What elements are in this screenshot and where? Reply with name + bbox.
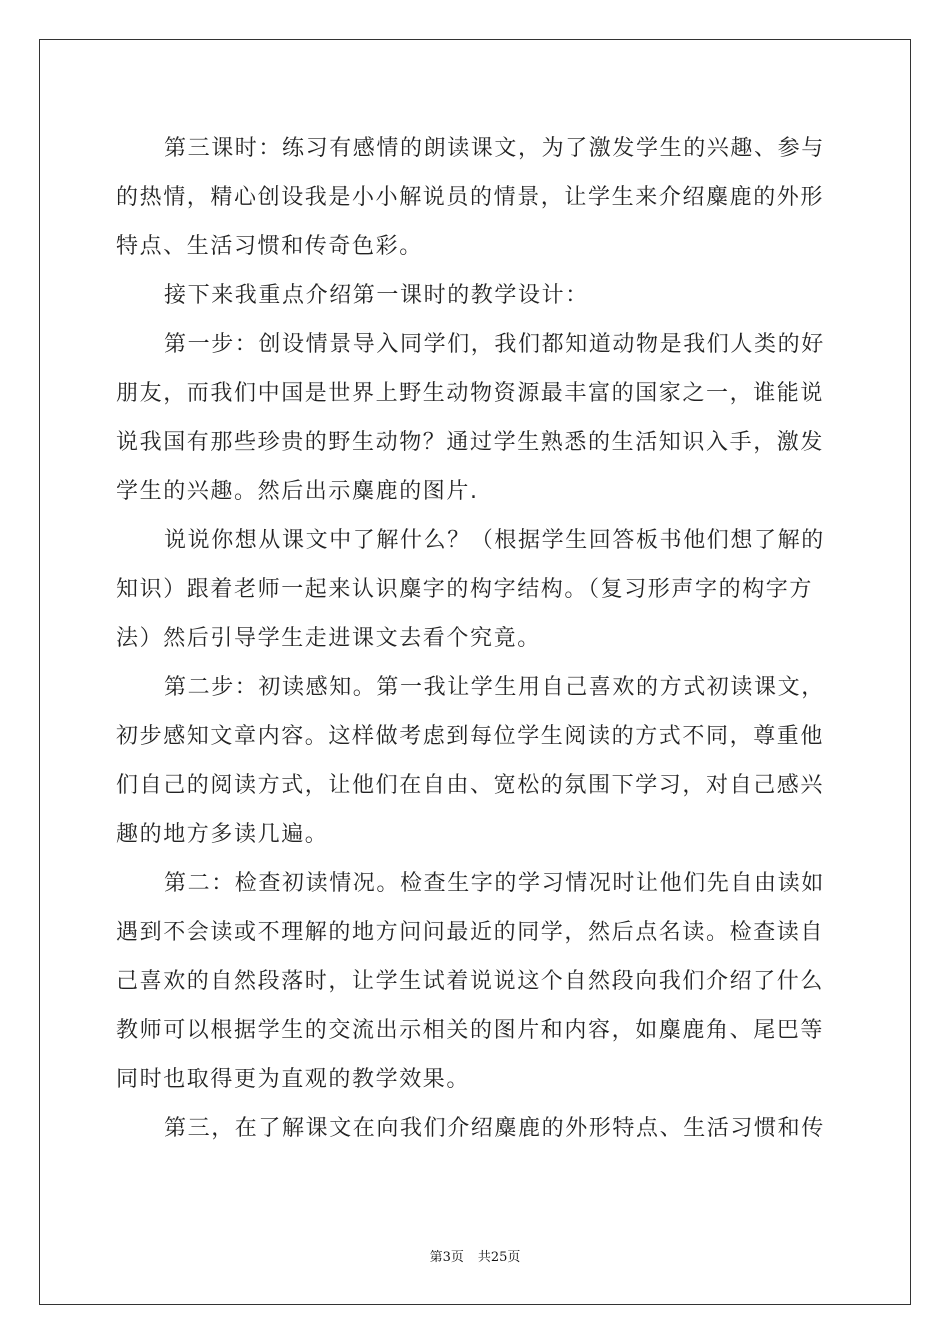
text-line: 说说你想从课文中了解什么？（根据学生回答板书他们想了解的 bbox=[164, 528, 825, 553]
paragraph bbox=[116, 1104, 834, 1153]
text-line: 说我国有那些珍贵的野生动物？通过学生熟悉的生活知识入手，激发 bbox=[116, 430, 825, 455]
text-line: 特点、生活习惯和传奇色彩。 bbox=[116, 234, 423, 259]
text-line: 第三课时：练习有感情的朗读课文，为了激发学生的兴趣、参与 bbox=[164, 136, 825, 161]
text-line: 第一步：创设情景导入同学们，我们都知道动物是我们人类的好 bbox=[164, 332, 825, 357]
page-total: 共25页 bbox=[477, 1250, 521, 1265]
document-body bbox=[116, 124, 834, 1153]
text-line: 学生的兴趣。然后出示麋鹿的图片. bbox=[116, 479, 479, 504]
text-line: 的热情，精心创设我是小小解说员的情景，让学生来介绍麋鹿的外形 bbox=[116, 185, 825, 210]
paragraph bbox=[116, 516, 834, 663]
text-line: 初步感知文章内容。这样做考虑到每位学生阅读的方式不同，尊重他 bbox=[116, 724, 825, 749]
text-line: 第三，在了解课文在向我们介绍麋鹿的外形特点、生活习惯和传 bbox=[164, 1116, 825, 1141]
paragraph bbox=[116, 124, 834, 271]
text-line: 己喜欢的自然段落时，让学生试着说说这个自然段向我们介绍了什么 bbox=[116, 969, 825, 994]
text-line: 知识）跟着老师一起来认识麋字的构字结构。（复习形声字的构字方 bbox=[116, 577, 814, 602]
text-line: 同时也取得更为直观的教学效果。 bbox=[116, 1067, 471, 1092]
text-line: 接下来我重点介绍第一课时的教学设计： bbox=[164, 283, 589, 308]
text-line: 朋友，而我们中国是世界上野生动物资源最丰富的国家之一，谁能说 bbox=[116, 381, 825, 406]
text-line: 们自己的阅读方式，让他们在自由、宽松的氛围下学习，对自己感兴 bbox=[116, 773, 825, 798]
text-line: 法）然后引导学生走进课文去看个究竟。 bbox=[116, 626, 541, 651]
paragraph bbox=[116, 271, 834, 320]
page-number: 第3页 bbox=[429, 1250, 464, 1265]
text-line: 第二：检查初读情况。检查生字的学习情况时让他们先自由读如 bbox=[164, 871, 825, 896]
text-line: 趣的地方多读几遍。 bbox=[116, 822, 329, 847]
page-footer bbox=[0, 1246, 950, 1265]
text-line: 教师可以根据学生的交流出示相关的图片和内容，如麋鹿角、尾巴等 bbox=[116, 1018, 825, 1043]
paragraph bbox=[116, 859, 834, 1104]
paragraph bbox=[116, 320, 834, 516]
text-line: 第二步：初读感知。第一我让学生用自己喜欢的方式初读课文， bbox=[164, 675, 825, 700]
text-line: 遇到不会读或不理解的地方问问最近的同学，然后点名读。检查读自 bbox=[116, 920, 825, 945]
paragraph bbox=[116, 663, 834, 859]
